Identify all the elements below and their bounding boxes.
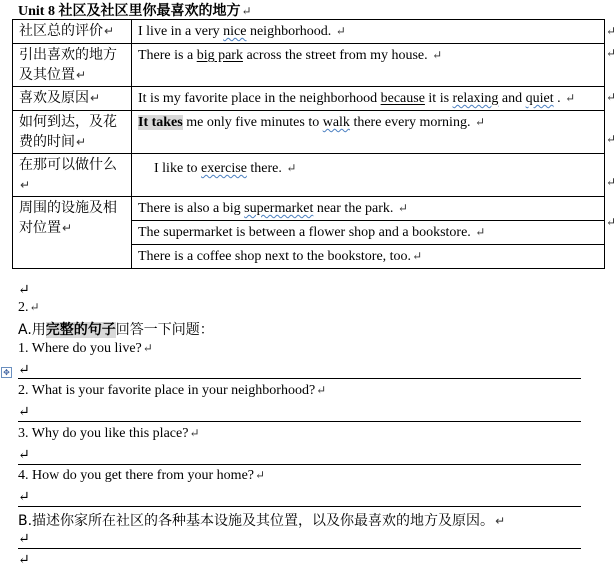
paragraph-mark: ↵ — [606, 24, 616, 38]
row-content: The supermarket is between a flower shop and a bookstore. ↵ — [132, 221, 605, 245]
table-move-handle-icon[interactable]: ✥ — [1, 367, 12, 378]
table-row — [13, 20, 605, 44]
question-2: 2. What is your favorite place in your neighborhood?↵ — [18, 383, 327, 398]
paragraph-mark: ↵ — [18, 283, 30, 298]
row-content: It takes me only five minutes to walk there every morning. ↵ — [132, 111, 605, 154]
summary-table — [12, 19, 605, 269]
question-4: 4. How do you get there from your home?↵ — [18, 468, 266, 483]
row-label: 喜欢及原因↵ — [13, 87, 132, 111]
row-label: 在那可以做什么↵ — [13, 154, 132, 197]
paragraph-mark: ↵ — [18, 448, 30, 463]
table-row — [13, 87, 605, 111]
page-title — [18, 0, 252, 20]
answer-line — [18, 421, 581, 422]
part-b-instruction: B.描述你家所在社区的各种基本设施及其位置，以及你最喜欢的地方及原因。↵ — [18, 513, 506, 529]
answer-line — [18, 378, 581, 379]
row-content: I like to exercise there. ↵ — [132, 154, 605, 197]
table-row — [13, 154, 605, 197]
row-content: It is my favorite place in the neighborhood because it is relaxing and quiet . ↵ — [132, 87, 605, 111]
question-1: 1. Where do you live?↵ — [18, 341, 153, 356]
paragraph-mark: ↵ — [18, 405, 30, 420]
answer-line — [18, 548, 581, 549]
row-content: I live in a very nice neighborhood. ↵ — [132, 20, 605, 44]
paragraph-mark: ↵ — [18, 553, 30, 568]
row-content: There is a big park across the street from my house. ↵ — [132, 44, 605, 87]
unit-title: 社区及社区里你最喜欢的地方 — [58, 3, 241, 19]
section-number: 2.↵ — [18, 300, 40, 315]
paragraph-mark: ↵ — [606, 90, 616, 104]
row-label: 引出喜欢的地方及其位置↵ — [13, 44, 132, 87]
table-row — [13, 197, 605, 221]
paragraph-mark: ↵ — [606, 215, 616, 229]
table-row — [13, 111, 605, 154]
row-content: There is a coffee shop next to the bookstore, too.↵ — [132, 245, 605, 269]
row-label: 周围的设施及相对位置↵ — [13, 197, 132, 269]
paragraph-mark: ↵ — [18, 363, 30, 378]
table-row — [13, 44, 605, 87]
answer-line — [18, 506, 581, 507]
paragraph-mark: ↵ — [241, 4, 252, 18]
row-label: 社区总的评价↵ — [13, 20, 132, 44]
paragraph-mark: ↵ — [606, 132, 616, 146]
unit-label: Unit 8 — [18, 4, 55, 19]
row-label: 如何到达，及花费的时间↵ — [13, 111, 132, 154]
paragraph-mark: ↵ — [18, 532, 30, 547]
paragraph-mark: ↵ — [606, 46, 616, 60]
answer-line — [18, 464, 581, 465]
paragraph-mark: ↵ — [18, 490, 30, 505]
row-content: There is also a big supermarket near the park. ↵ — [132, 197, 605, 221]
part-a-instruction: A.用完整的句子回答一下问题： — [18, 322, 214, 338]
paragraph-mark: ↵ — [606, 175, 616, 189]
question-3: 3. Why do you like this place?↵ — [18, 426, 200, 441]
